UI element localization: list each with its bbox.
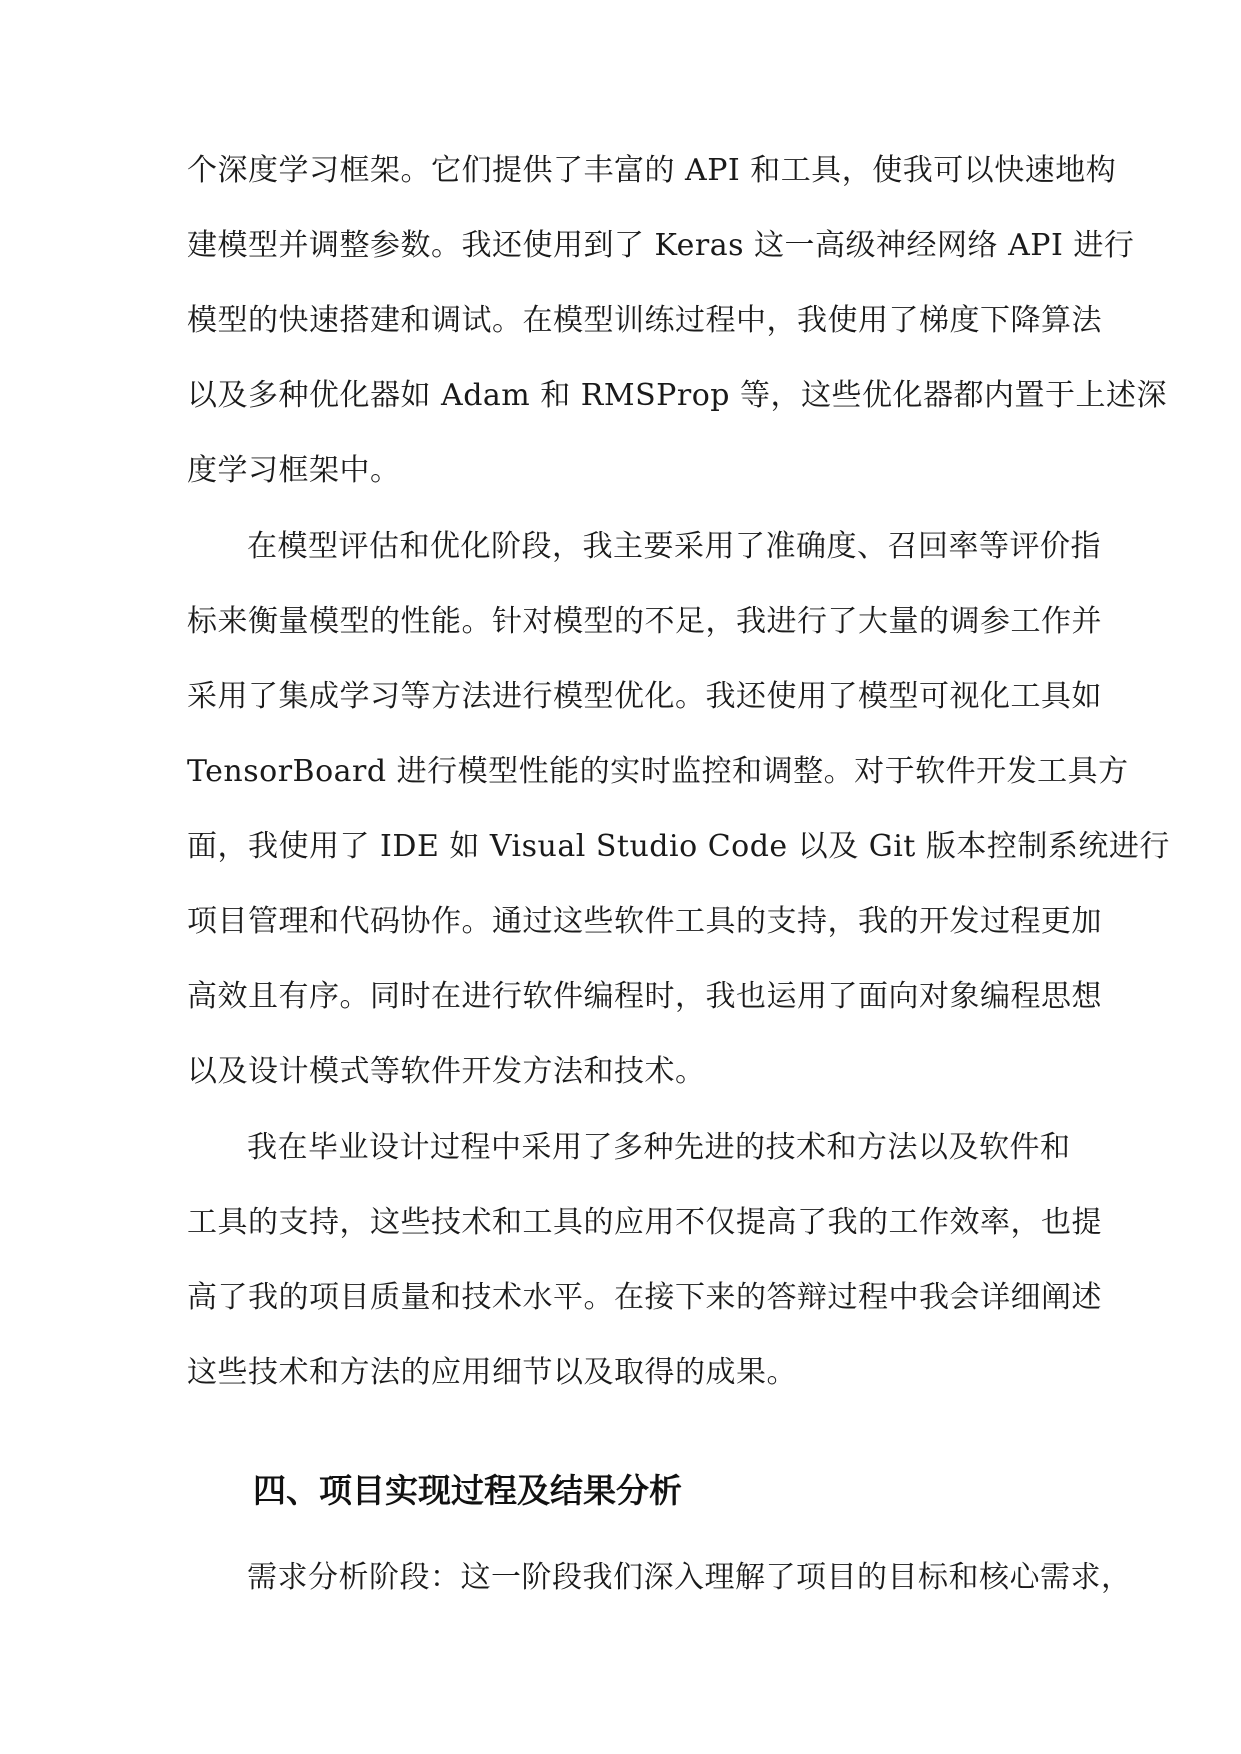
paragraph-line: 需求分析阶段：这一阶段我们深入理解了项目的目标和核心需求， [247,1560,1132,1595]
paragraph-line: 面，我使用了 IDE 如 Visual Studio Code 以及 Git 版本控制系统进行 [187,829,1170,864]
paragraph-line: 标来衡量模型的性能。针对模型的不足，我进行了大量的调参工作并 [187,604,1102,639]
paragraph-line: 高效且有序。同时在进行软件编程时，我也运用了面向对象编程思想 [187,979,1102,1014]
paragraph-line: 项目管理和代码协作。通过这些软件工具的支持，我的开发过程更加 [187,904,1102,939]
paragraph-line: 以及多种优化器如 Adam 和 RMSProp 等，这些优化器都内置于上述深 [187,378,1167,413]
paragraph-line: 以及设计模式等软件开发方法和技术。 [187,1054,706,1089]
paragraph-line: 我在毕业设计过程中采用了多种先进的技术和方法以及软件和 [247,1130,1071,1165]
paragraph-line: 度学习框架中。 [187,453,401,488]
paragraph-line: TensorBoard 进行模型性能的实时监控和调整。对于软件开发工具方 [187,754,1129,789]
paragraph-line: 建模型并调整参数。我还使用到了 Keras 这一高级神经网络 API 进行 [187,228,1135,263]
section-heading: 四、项目实现过程及结果分析 [253,1471,682,1510]
paragraph-line: 这些技术和方法的应用细节以及取得的成果。 [187,1355,797,1390]
paragraph-line: 工具的支持，这些技术和工具的应用不仅提高了我的工作效率，也提 [187,1205,1102,1240]
paragraph-line: 高了我的项目质量和技术水平。在接下来的答辩过程中我会详细阐述 [187,1280,1102,1315]
paragraph-line: 在模型评估和优化阶段，我主要采用了准确度、召回率等评价指 [247,529,1101,564]
paragraph-line: 采用了集成学习等方法进行模型优化。我还使用了模型可视化工具如 [187,679,1102,714]
paragraph-line: 模型的快速搭建和调试。在模型训练过程中，我使用了梯度下降算法 [187,303,1102,338]
paragraph-line: 个深度学习框架。它们提供了丰富的 API 和工具，使我可以快速地构 [187,153,1117,188]
